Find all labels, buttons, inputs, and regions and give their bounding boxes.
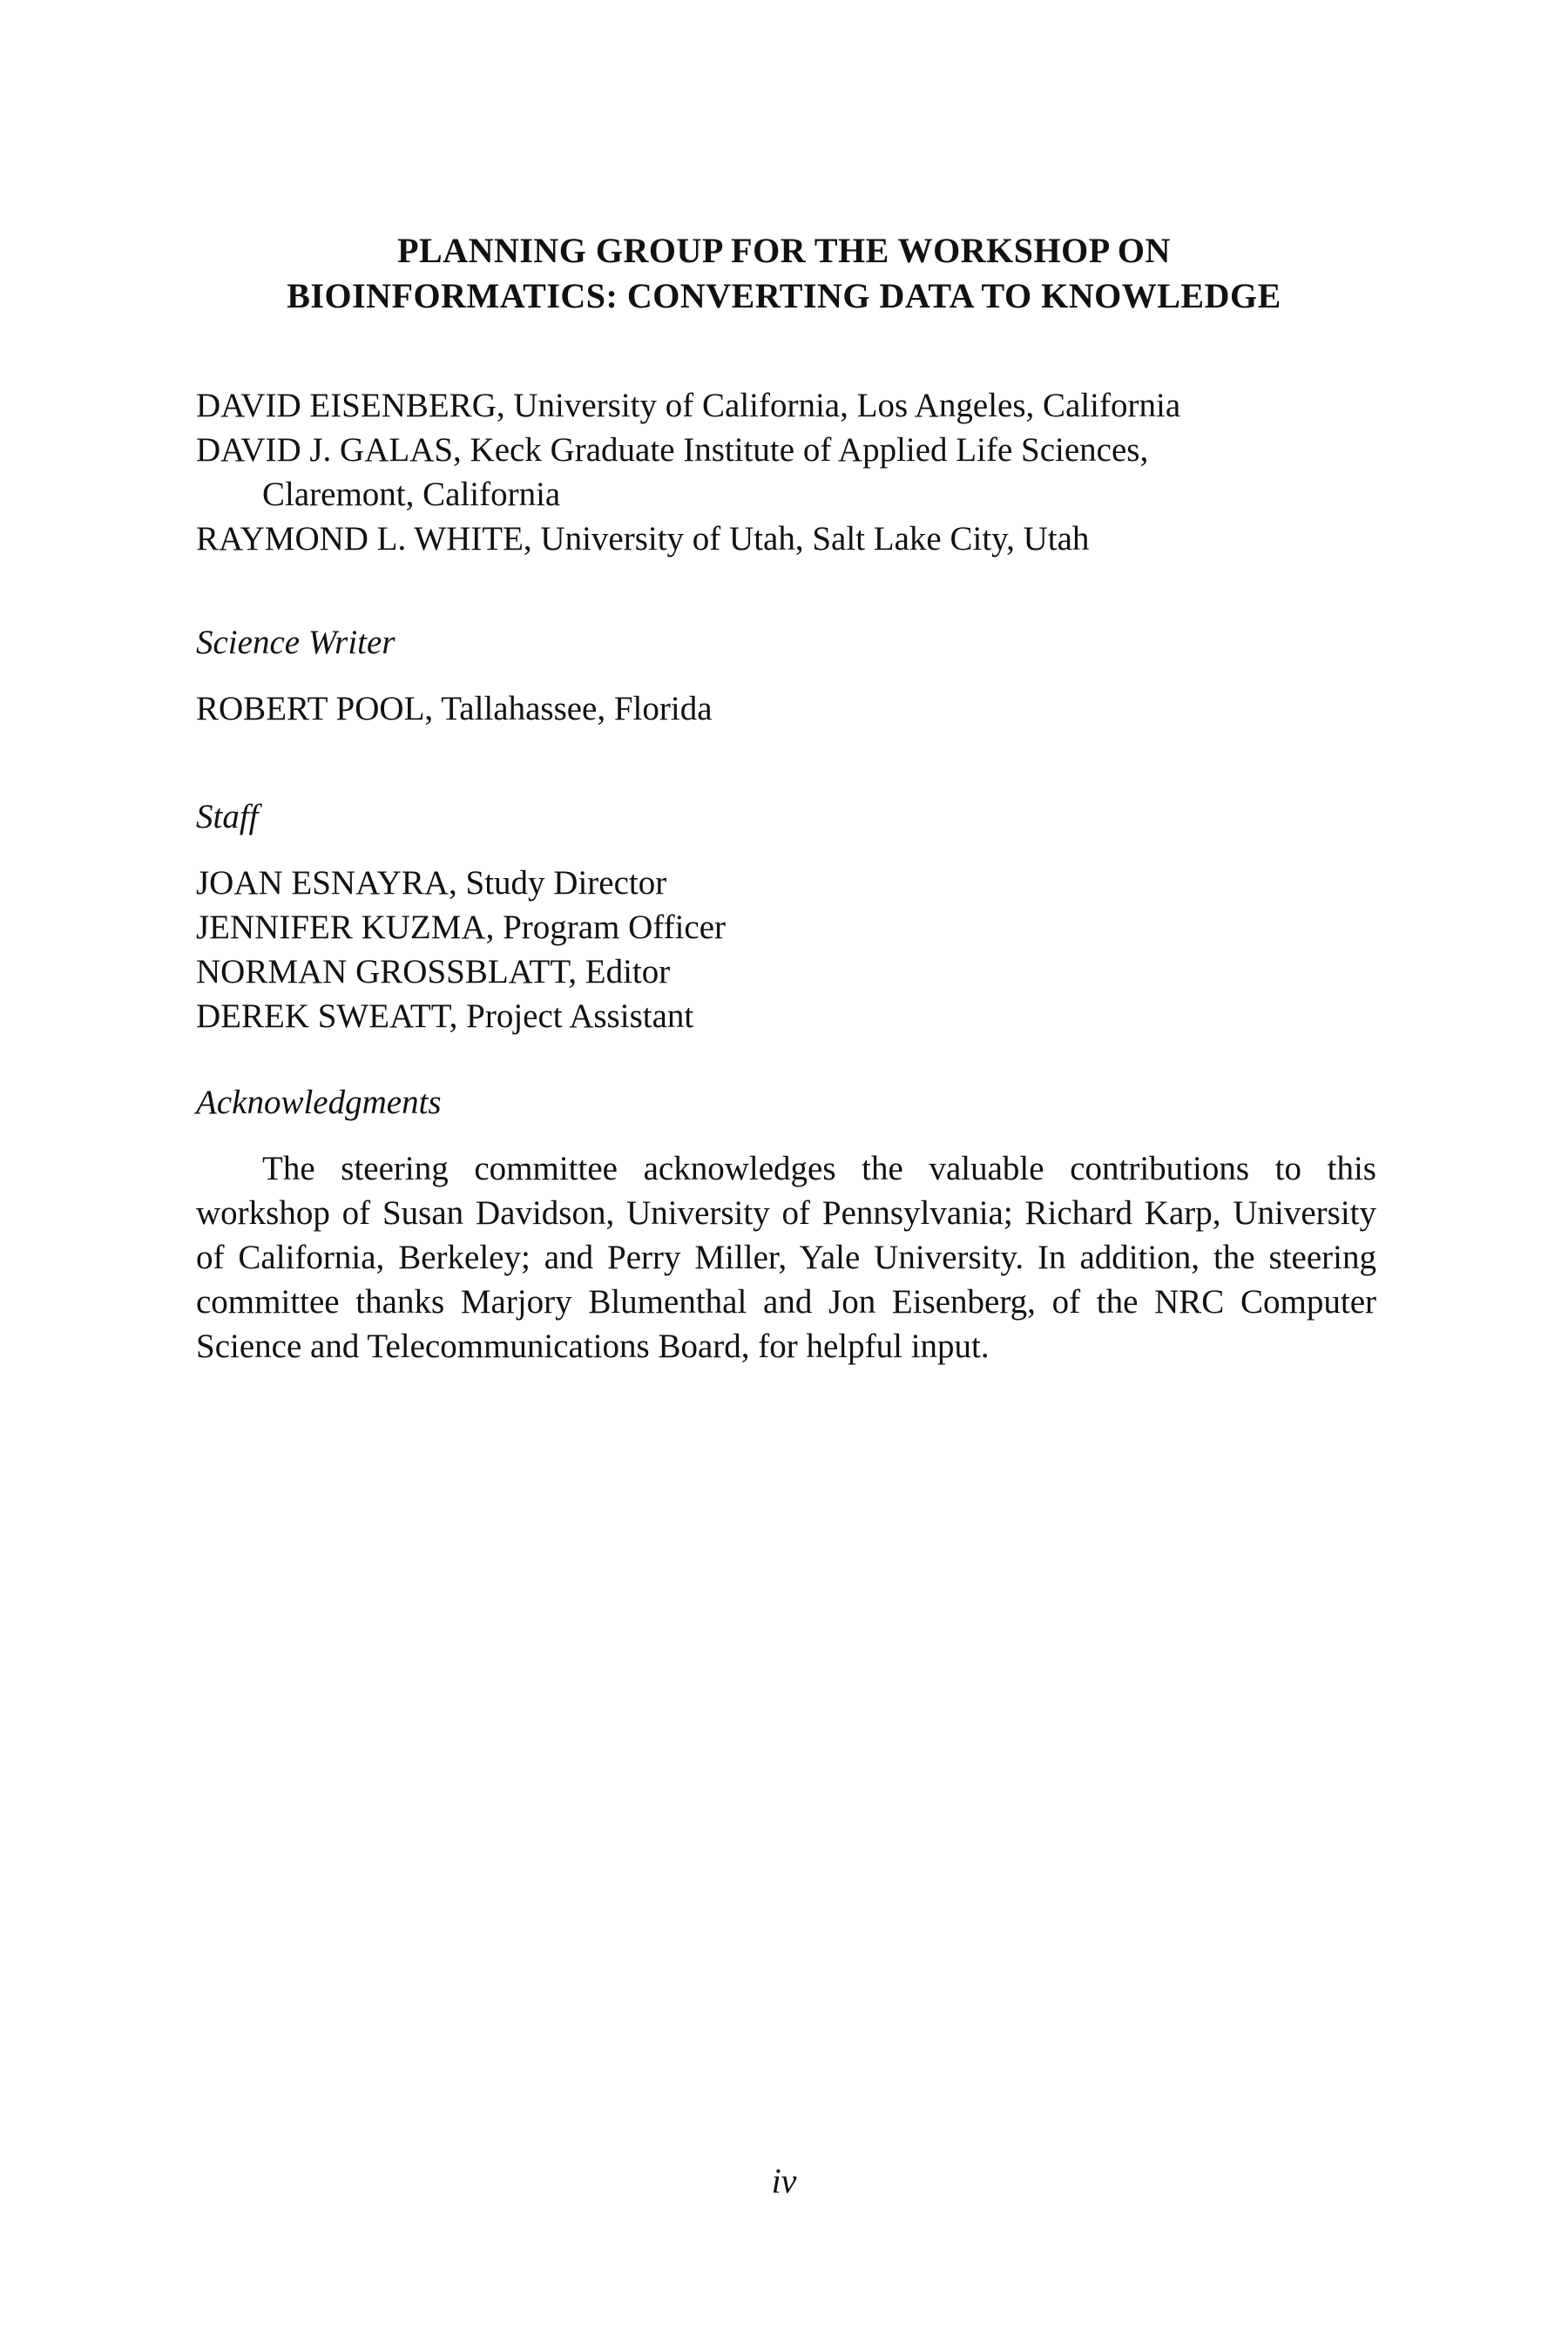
- staff-heading: Staff: [196, 798, 259, 835]
- science-writer-name: ROBERT POOL, Tallahassee, Florida: [196, 690, 713, 727]
- member-entry: RAYMOND L. WHITE, University of Utah, Salt Lake City, Utah: [196, 520, 1090, 558]
- title-line-1: PLANNING GROUP FOR THE WORKSHOP ON: [397, 231, 1171, 270]
- acknowledgments-paragraph: The steering committee acknowledges the valuable contributions to this workshop of Susan Davidson, University of Pennsylvania; Richard Karp, University of California, Berkeley; and Perry Miller, Yale University. In addition, the steering committee thanks Marjory Blumenthal and Jon Eisenberg, of the NRC Computer Science and Telecommunications Board, for helpful input.: [196, 1150, 1376, 1365]
- member-entry: DAVID J. GALAS, Keck Graduate Institute of Applied Life Sciences,: [196, 431, 1149, 469]
- title-line-2: BIOINFORMATICS: CONVERTING DATA TO KNOWLEDGE: [287, 276, 1281, 315]
- staff-list: [196, 861, 1381, 1038]
- acknowledgments-heading: Acknowledgments: [196, 1084, 442, 1121]
- staff-entry: DEREK SWEATT, Project Assistant: [196, 997, 694, 1035]
- member-entry-continuation: Claremont, California: [262, 476, 561, 513]
- page-number: iv: [771, 2161, 797, 2200]
- planning-group-members: [196, 383, 1381, 561]
- staff-entry: JENNIFER KUZMA, Program Officer: [196, 909, 727, 946]
- science-writer-heading: Science Writer: [196, 624, 395, 661]
- member-entry: DAVID EISENBERG, University of California, Los Angeles, California: [196, 387, 1181, 424]
- page-title: [0, 228, 1568, 319]
- staff-entry: NORMAN GROSSBLATT, Editor: [196, 953, 671, 990]
- staff-entry: JOAN ESNAYRA, Study Director: [196, 864, 667, 902]
- science-writer-entry: [196, 686, 1381, 731]
